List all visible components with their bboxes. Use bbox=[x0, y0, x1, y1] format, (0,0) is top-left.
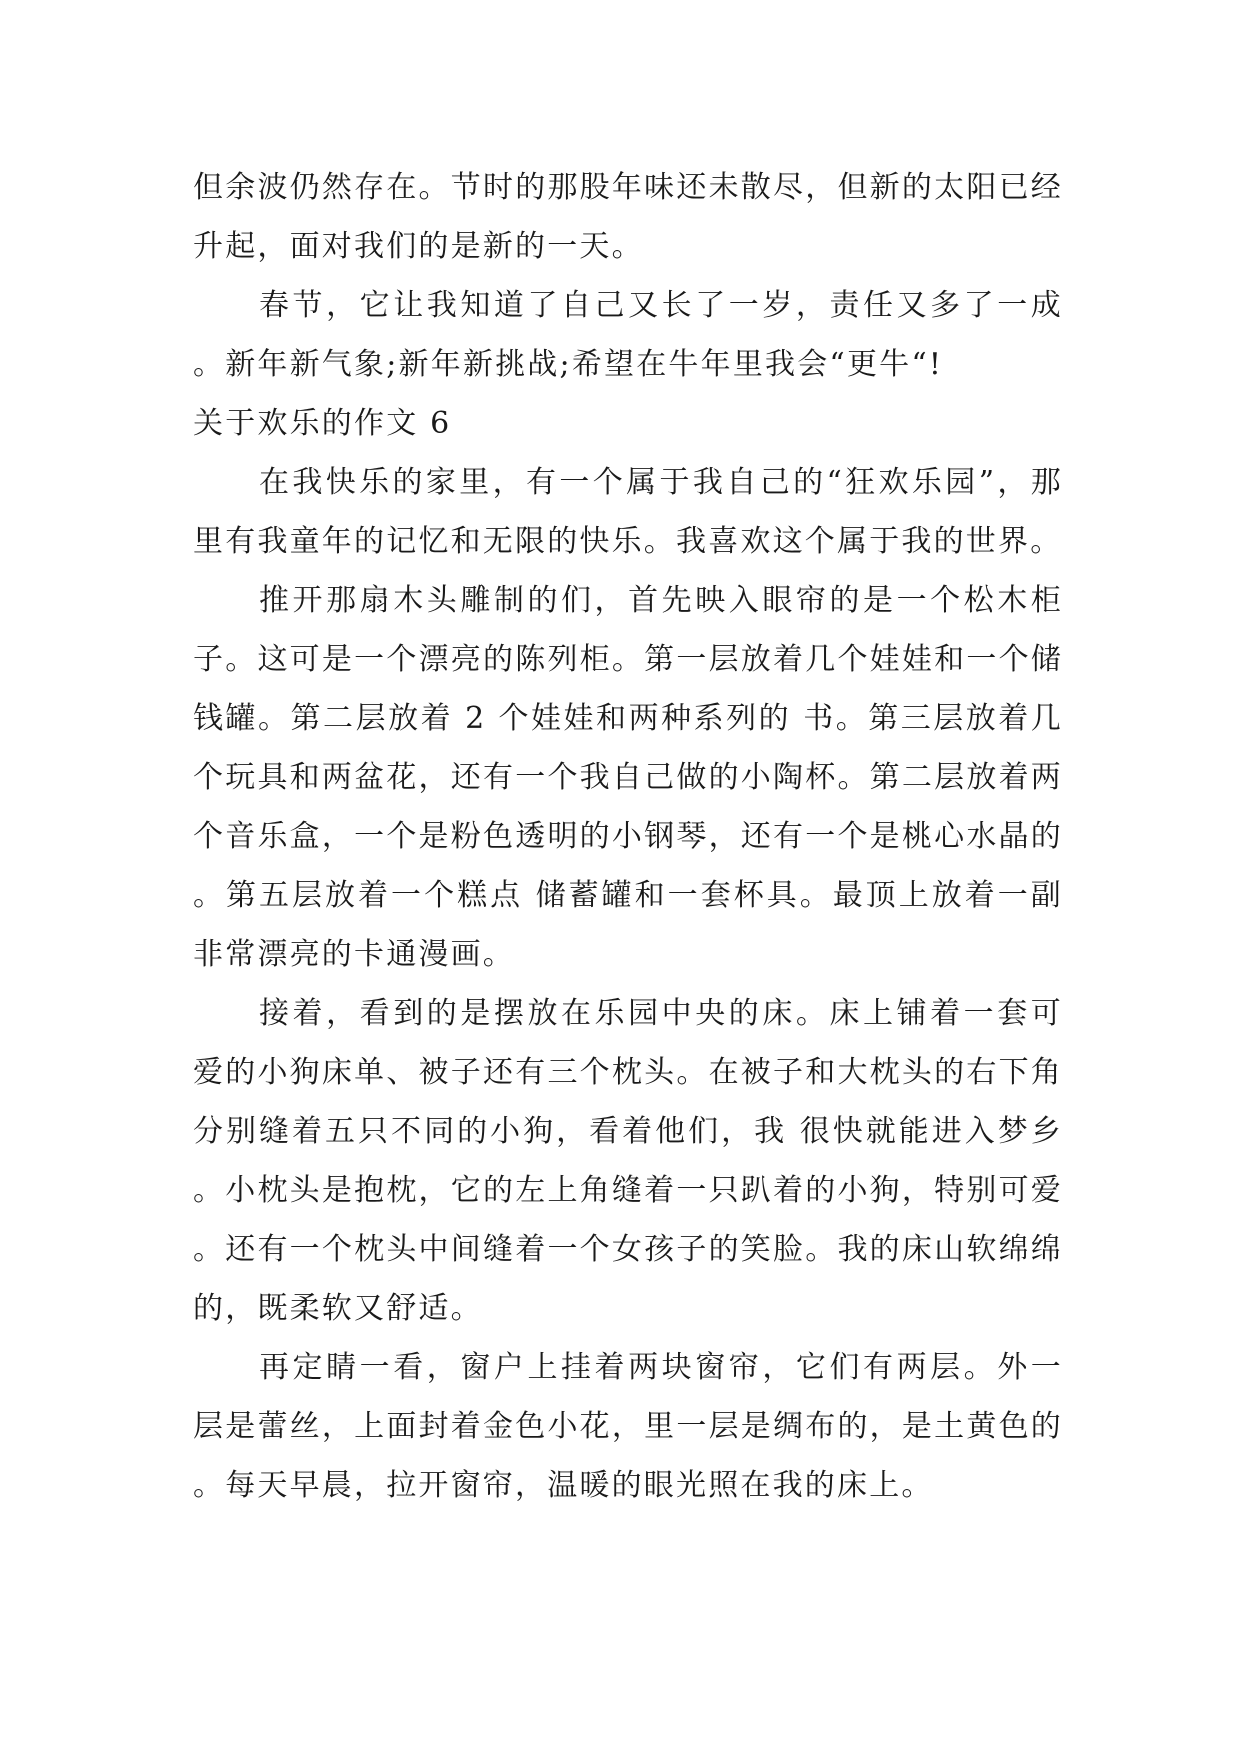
section-title: 关于欢乐的作文 6 bbox=[193, 406, 452, 441]
document-page bbox=[193, 158, 1063, 1515]
paragraph-continuation: 但余波仍然存在。节时的那股年味还未散尽，但新的太阳已经升起，面对我们的是新的一天。 bbox=[193, 170, 1063, 264]
paragraph-intro: 在我快乐的家里，有一个属于我自己的“狂欢乐园”，那里有我童年的记忆和无限的快乐。我喜欢这个属于我的世界。 bbox=[193, 465, 1063, 559]
paragraph-bed: 接着，看到的是摆放在乐园中央的床。床上铺着一套可爱的小狗床单、被子还有三个枕头。在被子和大枕头的右下角分别缝着五只不同的小狗，看着他们，我 很快就能进入梦乡。小枕头是抱枕，它的左上角缝着一只趴着的小狗，特别可爱。还有一个枕头中间缝着一个女孩子的笑脸。我的床山软绵绵的，既柔软又舒适。 bbox=[193, 996, 1063, 1326]
paragraph-cabinet: 推开那扇木头雕制的们，首先映入眼帘的是一个松木柜子。这可是一个漂亮的陈列柜。第一层放着几个娃娃和一个储钱罐。第二层放着 2 个娃娃和两种系列的 书。第三层放着几个玩具和两盆花，还有一个我自己做的小陶杯。第二层放着两个音乐盒，一个是粉色透明的小钢琴，还有一个是桃心水晶的。第五层放着一个糕点 储蓄罐和一套杯具。最顶上放着一副非常漂亮的卡通漫画。 bbox=[193, 583, 1063, 972]
paragraph-curtains: 再定睛一看，窗户上挂着两块窗帘，它们有两层。外一层是蕾丝，上面封着金色小花，里一层是绸布的，是土黄色的。每天早晨，拉开窗帘，温暖的眼光照在我的床上。 bbox=[193, 1350, 1063, 1503]
paragraph-spring-festival: 春节，它让我知道了自己又长了一岁，责任又多了一成。新年新气象;新年新挑战;希望在牛年里我会“更牛“! bbox=[193, 288, 1063, 382]
